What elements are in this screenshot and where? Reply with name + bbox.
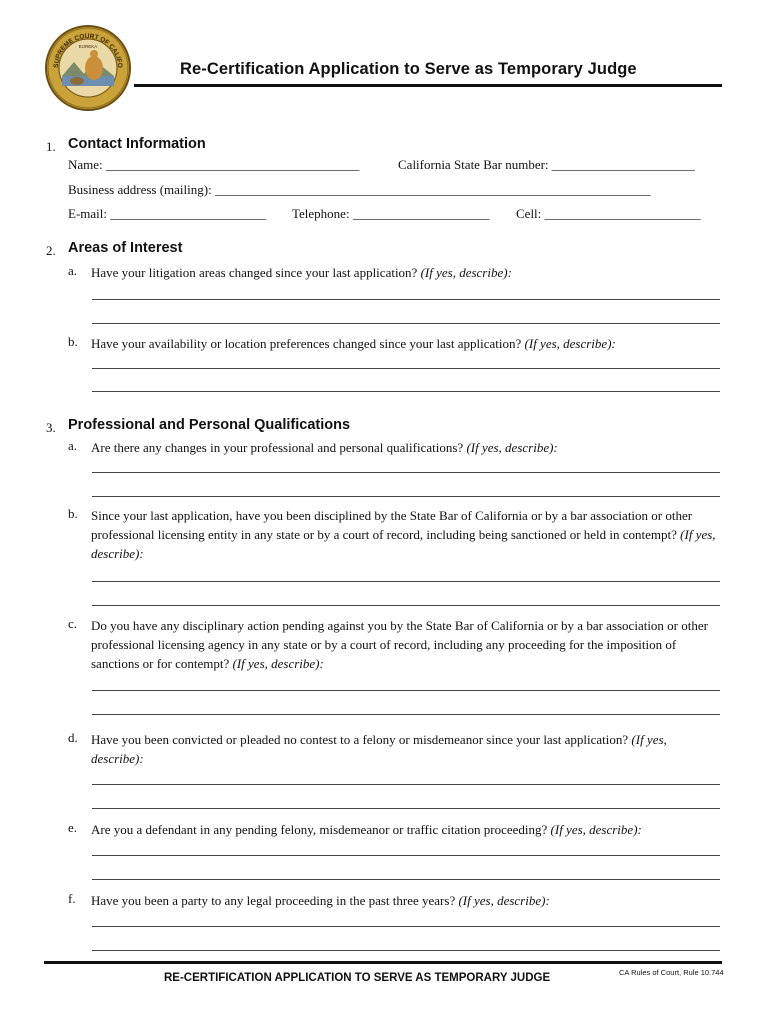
telephone-field[interactable]: [292, 206, 489, 222]
describe-hint: (If yes, describe):: [550, 822, 642, 837]
answer-line[interactable]: [92, 605, 720, 606]
describe-hint: (If yes, describe):: [524, 336, 616, 351]
question-text: Do you have any disciplinary action pending against you by the State Bar of California or by a bar association or other professional licensing agency in any state or by a court of record, including any proceeding for the imposition of sanctions or for contempt? (If yes, describe):: [91, 618, 708, 671]
question-letter: e.: [68, 820, 78, 835]
svg-text:SUPREME COURT OF CALIFORNIA: SUPREME COURT OF CALIFO: [52, 32, 124, 69]
question-letter: b.: [68, 334, 78, 349]
bar-number-label: California State Bar number:: [398, 157, 549, 172]
section-2-heading: Areas of Interest: [68, 240, 183, 256]
answer-line[interactable]: [92, 690, 720, 691]
answer-line[interactable]: [92, 879, 720, 880]
question-text: Have your availability or location preferences changed since your last application? (If yes, describe):: [91, 336, 616, 351]
answer-line[interactable]: [92, 950, 720, 951]
email-label: E-mail:: [68, 206, 107, 221]
question-letter: f.: [68, 891, 76, 906]
telephone-blank[interactable]: _____________________: [352, 206, 490, 221]
answer-line[interactable]: [92, 926, 720, 927]
section-3-heading: Professional and Personal Qualifications: [68, 417, 351, 433]
svg-text:EUREKA: EUREKA: [78, 44, 98, 49]
question-letter: a.: [68, 438, 78, 453]
address-field[interactable]: [68, 182, 650, 198]
name-blank[interactable]: _______________________________________: [105, 157, 360, 172]
question-text: Since your last application, have you been disciplined by the State Bar of California or by a bar association or other professional licensing entity in any state or by a court of record, including being sanctioned or held in contempt? (If yes, describe):: [91, 508, 716, 561]
describe-hint: (If yes, describe):: [420, 265, 512, 280]
question-letter: c.: [68, 616, 78, 631]
question-text: Are you a defendant in any pending felony, misdemeanor or traffic citation proceeding? (If yes, describe):: [91, 822, 642, 837]
bar-number-field[interactable]: [398, 157, 695, 173]
bar-number-blank[interactable]: ______________________: [551, 157, 695, 172]
section-1-heading: Contact Information: [68, 136, 206, 152]
footer-divider: [44, 961, 722, 964]
question-letter: b.: [68, 506, 78, 521]
address-blank[interactable]: ___________________________________________________________________: [214, 182, 651, 197]
footer-rule-reference: CA Rules of Court, Rule 10.744: [619, 968, 724, 977]
answer-line[interactable]: [92, 496, 720, 497]
describe-hint: (If yes, describe):: [232, 656, 324, 671]
describe-hint: (If yes, describe):: [466, 440, 558, 455]
answer-line[interactable]: [92, 323, 720, 324]
address-label: Business address (mailing):: [68, 182, 212, 197]
footer-title: RE-CERTIFICATION APPLICATION TO SERVE AS TEMPORARY JUDGE: [164, 972, 551, 984]
section-1-number: 1.: [46, 139, 56, 154]
answer-line[interactable]: [92, 391, 720, 392]
answer-line[interactable]: [92, 368, 720, 369]
title-divider: [134, 84, 722, 87]
answer-line[interactable]: [92, 784, 720, 785]
page-title: Re-Certification Application to Serve as Temporary Judge: [180, 60, 637, 78]
answer-line[interactable]: [92, 472, 720, 473]
name-label: Name:: [68, 157, 103, 172]
section-3-number: 3.: [46, 420, 56, 435]
cell-blank[interactable]: ________________________: [544, 206, 701, 221]
describe-hint: (If yes, describe):: [458, 893, 550, 908]
email-field[interactable]: [68, 206, 266, 222]
name-field[interactable]: [68, 157, 359, 173]
section-2-number: 2.: [46, 243, 56, 258]
question-letter: d.: [68, 730, 78, 745]
email-blank[interactable]: ________________________: [110, 206, 267, 221]
cell-field[interactable]: [516, 206, 701, 222]
question-text: Have your litigation areas changed since your last application? (If yes, describe):: [91, 265, 512, 280]
answer-line[interactable]: [92, 581, 720, 582]
describe-hint: (If yes, describe):: [91, 527, 716, 561]
answer-line[interactable]: [92, 714, 720, 715]
question-text: Are there any changes in your professional and personal qualifications? (If yes, describe):: [91, 440, 558, 455]
court-seal: [44, 24, 132, 112]
telephone-label: Telephone:: [292, 206, 350, 221]
question-letter: a.: [68, 263, 78, 278]
answer-line[interactable]: [92, 299, 720, 300]
cell-label: Cell:: [516, 206, 542, 221]
question-text: Have you been convicted or pleaded no contest to a felony or misdemeanor since your last application? (If yes, describe):: [91, 732, 667, 766]
question-text: Have you been a party to any legal proceeding in the past three years? (If yes, describe):: [91, 893, 550, 908]
answer-line[interactable]: [92, 808, 720, 809]
answer-line[interactable]: [92, 855, 720, 856]
describe-hint: (If yes, describe):: [91, 732, 667, 766]
